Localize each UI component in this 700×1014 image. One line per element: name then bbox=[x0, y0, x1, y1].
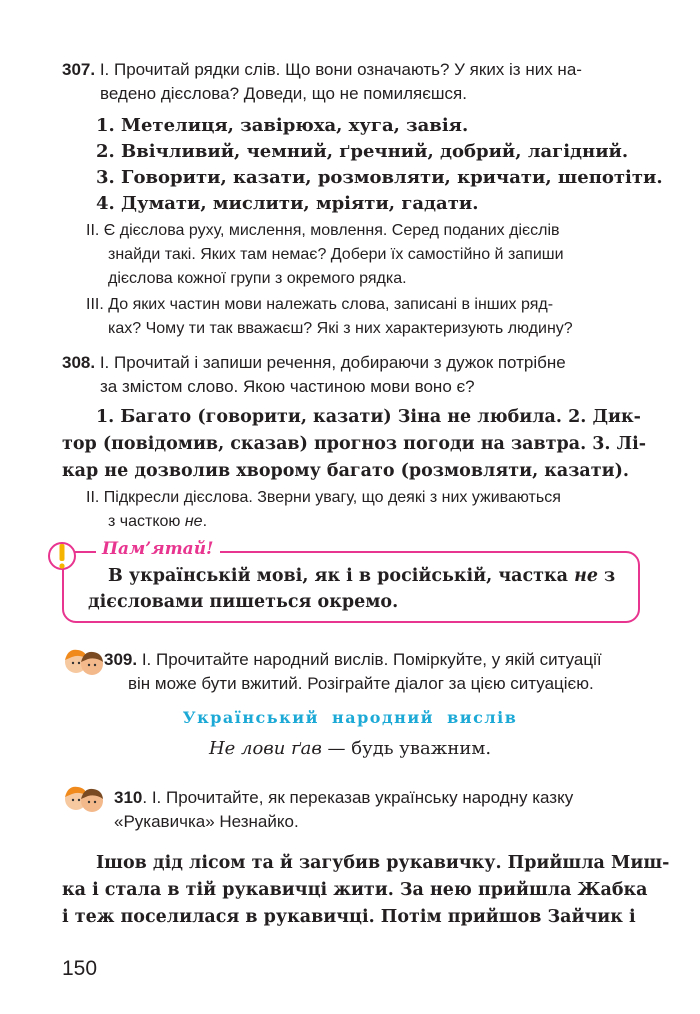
memo-line: з bbox=[597, 566, 616, 586]
memo-text bbox=[88, 563, 638, 615]
folk-saying bbox=[0, 738, 700, 759]
task-text: за змістом слово. Якою частиною мови воно є? bbox=[100, 377, 475, 396]
exercise-307-task-3 bbox=[86, 293, 656, 341]
memo-line: В українській мові, як і в російській, частка bbox=[108, 566, 575, 586]
task-text: ІІІ. До яких частин мови належать слова, записані в інших ряд- bbox=[86, 296, 554, 313]
task-text: І. Прочитай рядки слів. Що вони означають? У яких із них на- bbox=[99, 60, 582, 79]
sentence-line: кар не дозволив хворому багато (розмовляти, казати). bbox=[62, 461, 629, 481]
task-text: знайди такі. Яких там немає? Добери їх самостійно й запиши bbox=[108, 246, 564, 263]
task-text: «Рукавичка» Незнайко. bbox=[114, 812, 299, 831]
exercise-308-sentences bbox=[62, 404, 647, 485]
story-line: Ішов дід лісом та й загубив рукавичку. Прийшла Миш- bbox=[96, 853, 670, 873]
task-text: дієслова кожної групи з окремого рядка. bbox=[108, 270, 407, 287]
sentence-line: 1. Багато (говорити, казати) Зіна не любила. 2. Дик- bbox=[96, 407, 641, 427]
saying-rest: — будь уважним. bbox=[321, 738, 492, 759]
task-text: з часткою bbox=[108, 513, 185, 530]
task-text: І. Прочитай і запиши речення, добираючи з дужок потрібне bbox=[99, 353, 566, 372]
exercise-number: 307. bbox=[62, 60, 96, 79]
word-row: 2. Ввічливий, чемний, ґречний, добрий, лагідний. bbox=[96, 141, 629, 162]
memo-line: пишеться окремо. bbox=[209, 592, 399, 612]
story-line: і теж поселилася в рукавичці. Потім прийшов Зайчик і bbox=[62, 907, 636, 927]
exercise-number: 310 bbox=[114, 788, 143, 807]
page-number: 150 bbox=[62, 957, 98, 980]
task-text: І. Прочитайте народний вислів. Поміркуйте, у якій ситуації bbox=[141, 650, 602, 669]
two-children-icon bbox=[60, 781, 106, 815]
exclamation-icon bbox=[47, 538, 77, 576]
task-text: він може бути вжитий. Розіграйте діалог за цією ситуацією. bbox=[128, 674, 594, 693]
word-row: 3. Говорити, казати, розмовляти, кричати, шепотіти. bbox=[96, 167, 663, 188]
word-rows bbox=[96, 113, 663, 217]
exercise-310-task-1 bbox=[114, 786, 654, 834]
story-text bbox=[62, 850, 670, 931]
task-text: . bbox=[202, 513, 208, 530]
task-text: ках? Чому ти так вважаєш? Які з них характеризують людину? bbox=[108, 320, 573, 337]
exercise-number: 308. bbox=[62, 353, 96, 372]
exercise-309-task-1 bbox=[104, 648, 654, 696]
saying-italic: Не лови ґав bbox=[208, 738, 322, 759]
task-text: . І. Прочитайте, як переказав українську народну казку bbox=[142, 788, 574, 807]
task-text: ведено дієслова? Доведи, що не помиляєшся. bbox=[100, 84, 467, 103]
memo-line: дієсловами bbox=[88, 592, 210, 612]
task-text: ІІ. Підкресли дієслова. Зверни увагу, що деякі з них уживаються bbox=[86, 489, 561, 506]
sentence-line: тор (повідомив, сказав) прогноз погоди на завтра. 3. Лі- bbox=[62, 434, 647, 454]
memo-title: Пам’ятай! bbox=[96, 539, 220, 559]
particle-italic: не bbox=[574, 566, 598, 586]
exercise-number: 309. bbox=[104, 650, 138, 669]
task-text: ІІ. Є дієслова руху, мислення, мовлення. Серед поданих дієслів bbox=[86, 222, 560, 239]
exercise-307-task-1 bbox=[62, 58, 652, 106]
exercise-308-task-2 bbox=[86, 486, 656, 534]
story-line: ка і стала в тій рукавичці жити. За нею прийшла Жабка bbox=[62, 880, 648, 900]
word-row: 4. Думати, мислити, мріяти, гадати. bbox=[96, 193, 479, 214]
word-row: 1. Метелиця, завірюха, хуга, завія. bbox=[96, 115, 469, 136]
exercise-308-task-1 bbox=[62, 351, 652, 399]
exercise-307-task-2 bbox=[86, 219, 656, 291]
particle-italic: не bbox=[184, 513, 203, 530]
section-heading: Український народний вислів bbox=[182, 708, 518, 727]
two-children-icon bbox=[60, 644, 106, 678]
